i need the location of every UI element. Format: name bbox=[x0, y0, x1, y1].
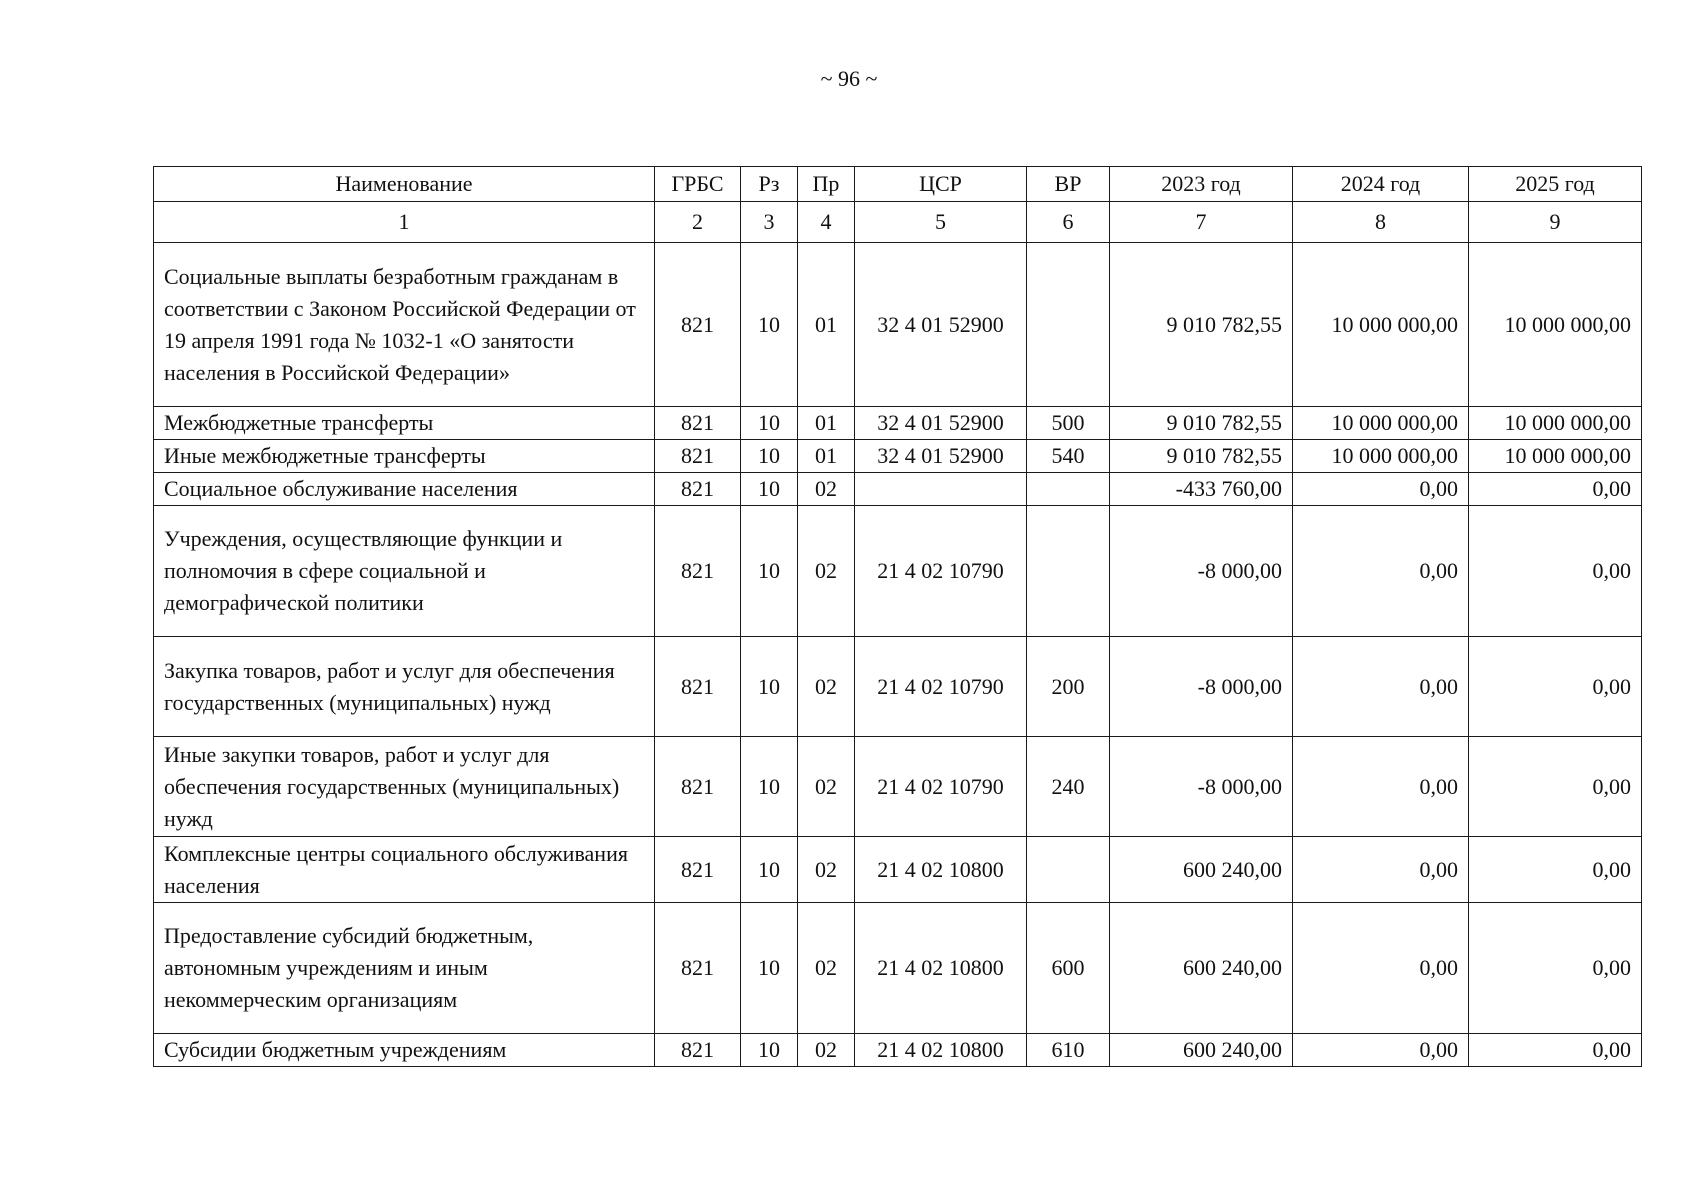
cell-pr: 02 bbox=[798, 637, 855, 737]
header-vr: ВР bbox=[1027, 167, 1110, 202]
cell-2025: 0,00 bbox=[1469, 506, 1642, 637]
cell-grbs: 821 bbox=[655, 407, 741, 440]
cell-2025: 10 000 000,00 bbox=[1469, 440, 1642, 473]
cell-csr: 32 4 01 52900 bbox=[855, 243, 1027, 407]
cell-2023: -8 000,00 bbox=[1110, 737, 1293, 837]
cell-name: Предоставление субсидий бюджетным, автономным учреждениям и иным некоммерческим организациям bbox=[154, 903, 655, 1034]
cell-grbs: 821 bbox=[655, 837, 741, 903]
header-2024: 2024 год bbox=[1293, 167, 1469, 202]
cell-2025: 10 000 000,00 bbox=[1469, 407, 1642, 440]
column-number: 7 bbox=[1110, 202, 1293, 243]
cell-2025: 0,00 bbox=[1469, 903, 1642, 1034]
column-number: 2 bbox=[655, 202, 741, 243]
column-number: 1 bbox=[154, 202, 655, 243]
cell-2024: 0,00 bbox=[1293, 1034, 1469, 1067]
cell-grbs: 821 bbox=[655, 440, 741, 473]
cell-name: Субсидии бюджетным учреждениям bbox=[154, 1034, 655, 1067]
cell-rz: 10 bbox=[741, 903, 798, 1034]
cell-2023: -433 760,00 bbox=[1110, 473, 1293, 506]
cell-2025: 0,00 bbox=[1469, 1034, 1642, 1067]
cell-vr: 540 bbox=[1027, 440, 1110, 473]
cell-2025: 0,00 bbox=[1469, 737, 1642, 837]
cell-rz: 10 bbox=[741, 506, 798, 637]
cell-2023: -8 000,00 bbox=[1110, 506, 1293, 637]
cell-2024: 10 000 000,00 bbox=[1293, 440, 1469, 473]
cell-pr: 02 bbox=[798, 837, 855, 903]
cell-2023: -8 000,00 bbox=[1110, 637, 1293, 737]
cell-2025: 0,00 bbox=[1469, 473, 1642, 506]
cell-pr: 01 bbox=[798, 243, 855, 407]
header-name: Наименование bbox=[154, 167, 655, 202]
header-pr: Пр bbox=[798, 167, 855, 202]
cell-vr bbox=[1027, 506, 1110, 637]
cell-csr: 21 4 02 10800 bbox=[855, 903, 1027, 1034]
cell-csr: 21 4 02 10790 bbox=[855, 637, 1027, 737]
table-row bbox=[154, 506, 1642, 637]
cell-name: Иные межбюджетные трансферты bbox=[154, 440, 655, 473]
table-row bbox=[154, 1034, 1642, 1067]
cell-pr: 01 bbox=[798, 407, 855, 440]
cell-2023: 600 240,00 bbox=[1110, 1034, 1293, 1067]
cell-2024: 0,00 bbox=[1293, 837, 1469, 903]
cell-grbs: 821 bbox=[655, 473, 741, 506]
page-number: ~ 96 ~ bbox=[820, 66, 878, 91]
column-number: 9 bbox=[1469, 202, 1642, 243]
table-row bbox=[154, 837, 1642, 903]
cell-name: Иные закупки товаров, работ и услуг для обеспечения государственных (муниципальных) нужд bbox=[154, 737, 655, 837]
cell-pr: 02 bbox=[798, 903, 855, 1034]
cell-pr: 02 bbox=[798, 1034, 855, 1067]
cell-2024: 0,00 bbox=[1293, 473, 1469, 506]
cell-rz: 10 bbox=[741, 737, 798, 837]
cell-pr: 01 bbox=[798, 440, 855, 473]
cell-vr bbox=[1027, 837, 1110, 903]
cell-vr: 600 bbox=[1027, 903, 1110, 1034]
header-2025: 2025 год bbox=[1469, 167, 1642, 202]
cell-vr bbox=[1027, 243, 1110, 407]
cell-pr: 02 bbox=[798, 506, 855, 637]
table-row bbox=[154, 903, 1642, 1034]
cell-vr: 200 bbox=[1027, 637, 1110, 737]
cell-rz: 10 bbox=[741, 440, 798, 473]
cell-2023: 600 240,00 bbox=[1110, 837, 1293, 903]
cell-grbs: 821 bbox=[655, 737, 741, 837]
cell-grbs: 821 bbox=[655, 1034, 741, 1067]
cell-csr: 32 4 01 52900 bbox=[855, 407, 1027, 440]
cell-2024: 0,00 bbox=[1293, 903, 1469, 1034]
table-row bbox=[154, 473, 1642, 506]
header-csr: ЦСР bbox=[855, 167, 1027, 202]
cell-vr bbox=[1027, 473, 1110, 506]
cell-csr: 21 4 02 10790 bbox=[855, 506, 1027, 637]
cell-2023: 9 010 782,55 bbox=[1110, 407, 1293, 440]
table-row bbox=[154, 737, 1642, 837]
column-number-row bbox=[154, 202, 1642, 243]
column-number: 3 bbox=[741, 202, 798, 243]
cell-name: Социальные выплаты безработным гражданам в соответствии с Законом Российской Федерации от 19 апреля 1991 года № 1032-1 «О занятости населения в Российской Федерации» bbox=[154, 243, 655, 407]
cell-name: Учреждения, осуществляющие функции и полномочия в сфере социальной и демографической политики bbox=[154, 506, 655, 637]
cell-2023: 9 010 782,55 bbox=[1110, 440, 1293, 473]
budget-table bbox=[153, 166, 1642, 1067]
cell-pr: 02 bbox=[798, 473, 855, 506]
header-row bbox=[154, 167, 1642, 202]
cell-rz: 10 bbox=[741, 837, 798, 903]
cell-name: Социальное обслуживание населения bbox=[154, 473, 655, 506]
column-number: 6 bbox=[1027, 202, 1110, 243]
table-row bbox=[154, 407, 1642, 440]
cell-rz: 10 bbox=[741, 407, 798, 440]
cell-csr bbox=[855, 473, 1027, 506]
cell-grbs: 821 bbox=[655, 506, 741, 637]
cell-2024: 0,00 bbox=[1293, 737, 1469, 837]
cell-2025: 10 000 000,00 bbox=[1469, 243, 1642, 407]
cell-2024: 0,00 bbox=[1293, 637, 1469, 737]
cell-csr: 32 4 01 52900 bbox=[855, 440, 1027, 473]
header-grbs: ГРБС bbox=[655, 167, 741, 202]
column-number: 4 bbox=[798, 202, 855, 243]
cell-pr: 02 bbox=[798, 737, 855, 837]
cell-grbs: 821 bbox=[655, 637, 741, 737]
table-row bbox=[154, 440, 1642, 473]
table-row bbox=[154, 637, 1642, 737]
table-row bbox=[154, 243, 1642, 407]
cell-vr: 500 bbox=[1027, 407, 1110, 440]
cell-name: Закупка товаров, работ и услуг для обеспечения государственных (муниципальных) нужд bbox=[154, 637, 655, 737]
cell-name: Межбюджетные трансферты bbox=[154, 407, 655, 440]
cell-grbs: 821 bbox=[655, 903, 741, 1034]
cell-2023: 9 010 782,55 bbox=[1110, 243, 1293, 407]
cell-csr: 21 4 02 10800 bbox=[855, 837, 1027, 903]
cell-2025: 0,00 bbox=[1469, 637, 1642, 737]
cell-vr: 240 bbox=[1027, 737, 1110, 837]
cell-vr: 610 bbox=[1027, 1034, 1110, 1067]
column-number: 8 bbox=[1293, 202, 1469, 243]
cell-rz: 10 bbox=[741, 473, 798, 506]
cell-csr: 21 4 02 10800 bbox=[855, 1034, 1027, 1067]
cell-grbs: 821 bbox=[655, 243, 741, 407]
cell-2025: 0,00 bbox=[1469, 837, 1642, 903]
cell-rz: 10 bbox=[741, 243, 798, 407]
cell-rz: 10 bbox=[741, 637, 798, 737]
cell-2024: 0,00 bbox=[1293, 506, 1469, 637]
cell-2023: 600 240,00 bbox=[1110, 903, 1293, 1034]
header-2023: 2023 год bbox=[1110, 167, 1293, 202]
cell-2024: 10 000 000,00 bbox=[1293, 407, 1469, 440]
cell-csr: 21 4 02 10790 bbox=[855, 737, 1027, 837]
cell-2024: 10 000 000,00 bbox=[1293, 243, 1469, 407]
header-rz: Рз bbox=[741, 167, 798, 202]
cell-rz: 10 bbox=[741, 1034, 798, 1067]
cell-name: Комплексные центры социального обслуживания населения bbox=[154, 837, 655, 903]
column-number: 5 bbox=[855, 202, 1027, 243]
